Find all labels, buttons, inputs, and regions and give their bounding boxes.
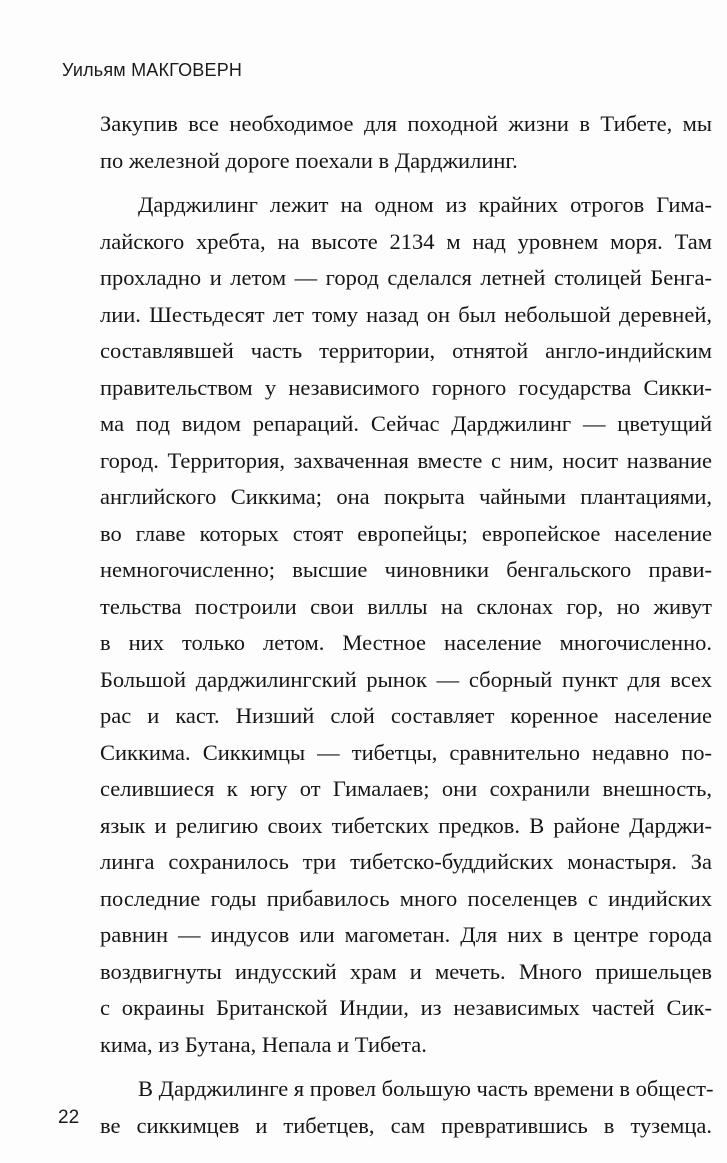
text-line: Сиккима. Сиккимцы — тибетцы, сравнительно недавно по- — [100, 739, 712, 765]
body-text — [100, 106, 712, 1144]
text-line: селившиеся к югу от Гималаев; они сохранили внешность, — [100, 776, 712, 801]
text-line: Большой дарджилингский рынок — сборный пункт для всех — [100, 666, 712, 692]
text-line: В Дарджилинге я провел большую часть времени в общест- — [138, 1076, 714, 1101]
text-line: последние годы прибавилось много поселенцев с индийских — [100, 885, 712, 911]
text-line: тельства построили свои виллы на склонах гор, но живут — [100, 593, 712, 619]
text-line: по железной дороге поехали в Дарджилинг. — [100, 147, 518, 173]
text-line: во главе которых стоят европейцы; европейское население — [100, 520, 712, 546]
text-line: ма под видом репараций. Сейчас Дарджилинг — цветущий — [100, 411, 712, 436]
text-line: английского Сиккима; она покрыта чайными плантациями, — [100, 484, 712, 509]
text-line: правительством у независимого горного государства Сикки- — [100, 374, 712, 400]
text-line: с окраины Британской Индии, из независимых частей Сик- — [100, 995, 712, 1020]
text-line: лии. Шестьдесят лет тому назад он был небольшой деревней, — [100, 301, 712, 327]
text-line: линга сохранилось три тибетско-буддийских монастыря. За — [100, 849, 712, 874]
text-line: немногочисленно; высшие чиновники бенгальского прави- — [100, 557, 712, 582]
text-line: язык и религию своих тибетских предков. В районе Дарджи- — [100, 812, 712, 838]
text-line: воздвигнуты индусский храм и мечеть. Много пришельцев — [100, 958, 712, 984]
page-number: 22 — [58, 1107, 80, 1128]
text-line: кима, из Бутана, Непала и Тибета. — [100, 1031, 427, 1057]
text-line: лайского хребта, на высоте 2134 м над уровнем моря. Там — [100, 228, 712, 254]
text-line: город. Территория, захваченная вместе с ним, носит название — [100, 447, 712, 473]
text-line: рас и каст. Низший слой составляет коренное население — [100, 703, 712, 728]
text-line: Закупив все необходимое для походной жизни в Тибете, мы — [100, 111, 712, 136]
text-line: Дарджилинг лежит на одном из крайних отрогов Гима- — [138, 192, 712, 217]
text-line: составлявшей часть территории, отнятой англо-индийским — [100, 338, 712, 363]
text-line: прохладно и летом — город сделался летней столицей Бенга- — [100, 265, 712, 290]
text-line: равнин — индусов или магометан. Для них в центре города — [100, 922, 712, 947]
text-line: ве сиккимцев и тибетцев, сам превратившись в туземца. — [100, 1112, 712, 1138]
text-line: в них только летом. Местное население многочисленно. — [100, 630, 712, 655]
running-head: Уильям МАКГОВЕРН — [62, 60, 243, 80]
